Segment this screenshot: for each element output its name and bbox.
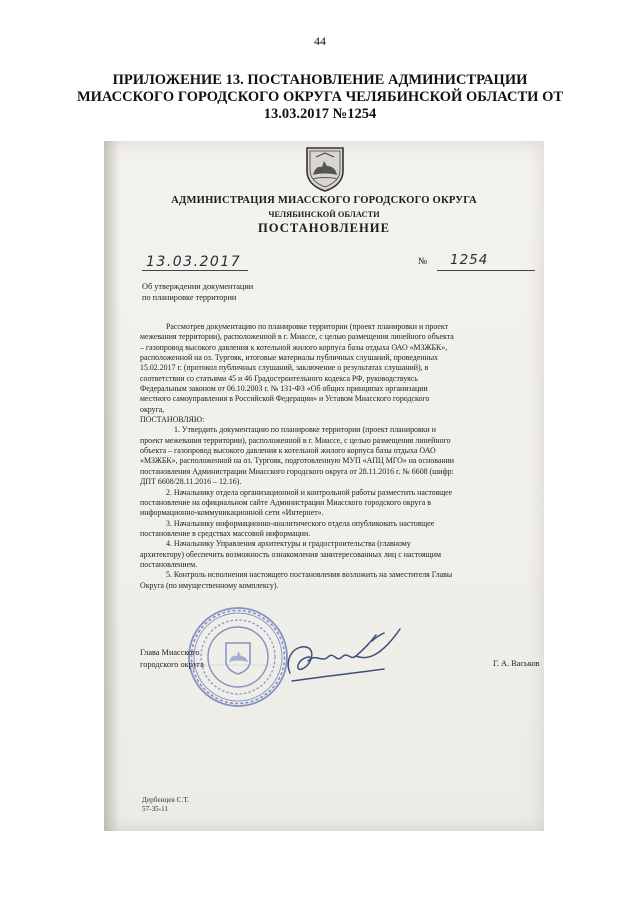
handwritten-signature-icon — [272, 621, 412, 696]
signatory-title — [140, 647, 204, 671]
executor-name: Дербенцев С.Т. — [142, 796, 189, 804]
appendix-title-line: 13.03.2017 №1254 — [263, 106, 377, 122]
body-line: соответствии со статьями 45 и 46 Градостроительного кодекса РФ, руководствуясь — [140, 373, 418, 383]
document-body — [140, 322, 534, 591]
body-line: проект межевания территории), расположенной в г. Миассе, с целью размещения линейного — [140, 435, 451, 445]
subject-line: Об утверждении документации — [142, 282, 254, 291]
executor-phone: 57-35-11 — [142, 805, 169, 813]
clause-3: 3. Начальнику информационно-аналитического отдела опубликовать настоящее — [166, 518, 435, 528]
document-type: ПОСТАНОВЛЕНИЕ — [258, 221, 390, 235]
body-line: Федеральным законом от 06.10.2003 г. № 131-ФЗ «Об общих принципах организации — [140, 384, 428, 394]
body-line: межевания территории), расположенной в г. Миассе, с целью размещения линейного объекта — [140, 332, 454, 342]
body-line: постановление на официальном сайте Администрации Миасского городского округа в — [140, 497, 431, 507]
subject-line: по планировке территории — [142, 293, 237, 302]
body-line: архитектору) обеспечить возможность ознакомления заинтересованных лиц с настоящим — [140, 549, 441, 559]
resolution-keyword: ПОСТАНОВЛЯЮ: — [140, 415, 205, 425]
date-underline — [142, 270, 248, 271]
body-line: информационно-коммуникационной сети «Интернет». — [140, 508, 324, 518]
body-line: постановления Администрации Миасского городского округа от 28.11.2016 г. № 6608 (шифр: — [140, 466, 454, 476]
body-line: «МЗЖБК», расположенной на оз. Тургояк, подготовленную МУП «АПЦ МГО» на основании — [140, 456, 454, 466]
document-subject — [142, 281, 253, 303]
body-line: постановлением. — [140, 559, 198, 569]
page-number: 44 — [314, 34, 326, 48]
clause-4: 4. Начальнику Управления архитектуры и градостроительства (главному — [166, 539, 411, 549]
signatory-name: Г. А. Васьков — [493, 659, 540, 668]
document-date: 13.03.2017 — [146, 254, 242, 270]
signatory-title-line: городского округа — [140, 660, 204, 669]
issuer-organization: АДМИНИСТРАЦИЯ МИАССКОГО ГОРОДСКОГО ОКРУГА — [171, 195, 477, 206]
scanned-resolution-document — [104, 141, 544, 831]
body-line: – газопровод высокого давления к котельной жилого корпуса базы отдыха ОАО «МЗЖБК», — [140, 342, 448, 352]
executor-info — [142, 796, 189, 814]
body-line: постановление в средствах массовой информации. — [140, 528, 311, 538]
clause-5: 5. Контроль исполнения настоящего постановления возложить на заместителя Главы — [166, 570, 453, 580]
body-line: Округа (по имущественному комплексу). — [140, 580, 279, 590]
clause-1: 1. Утвердить документацию по планировке территории (проект планировки и — [174, 425, 436, 435]
appendix-title-line: МИАССКОГО ГОРОДСКОГО ОКРУГА ЧЕЛЯБИНСКОЙ ОБЛАСТИ ОТ — [76, 89, 564, 105]
issuer-region: ЧЕЛЯБИНСКОЙ ОБЛАСТИ — [268, 210, 380, 219]
body-line: округа, — [140, 404, 165, 414]
body-line: Рассмотрев документацию по планировке территории (проект планировки и проект — [166, 322, 449, 331]
clause-2: 2. Начальнику отдела организационной и контрольной работы разместить настоящее — [166, 487, 453, 497]
body-line: расположенной на оз. Тургояк, итоговые материалы публичных слушаний, проведенных — [140, 353, 438, 363]
number-label: № — [418, 257, 428, 267]
document-number: 1254 — [450, 252, 489, 268]
appendix-title — [60, 72, 580, 123]
city-coat-of-arms-icon — [301, 145, 349, 193]
number-underline — [437, 270, 535, 271]
signatory-title-line: Глава Миасского — [140, 648, 200, 657]
appendix-title-line: ПРИЛОЖЕНИЕ 13. ПОСТАНОВЛЕНИЕ АДМИНИСТРАЦИИ — [112, 72, 528, 88]
body-line: объекта – газопровод высокого давления к котельной жилого корпуса базы отдыха ОАО — [140, 446, 436, 456]
body-line: 15.02.2017 г. (протокол публичных слушаний, заключение о результатах слушаний), в — [140, 363, 429, 373]
body-line: ДПТ 6608/28.11.2016 – 12.16). — [140, 477, 242, 487]
body-line: местного самоуправления в Российской Федерации» и Уставом Миасского городского — [140, 394, 430, 404]
